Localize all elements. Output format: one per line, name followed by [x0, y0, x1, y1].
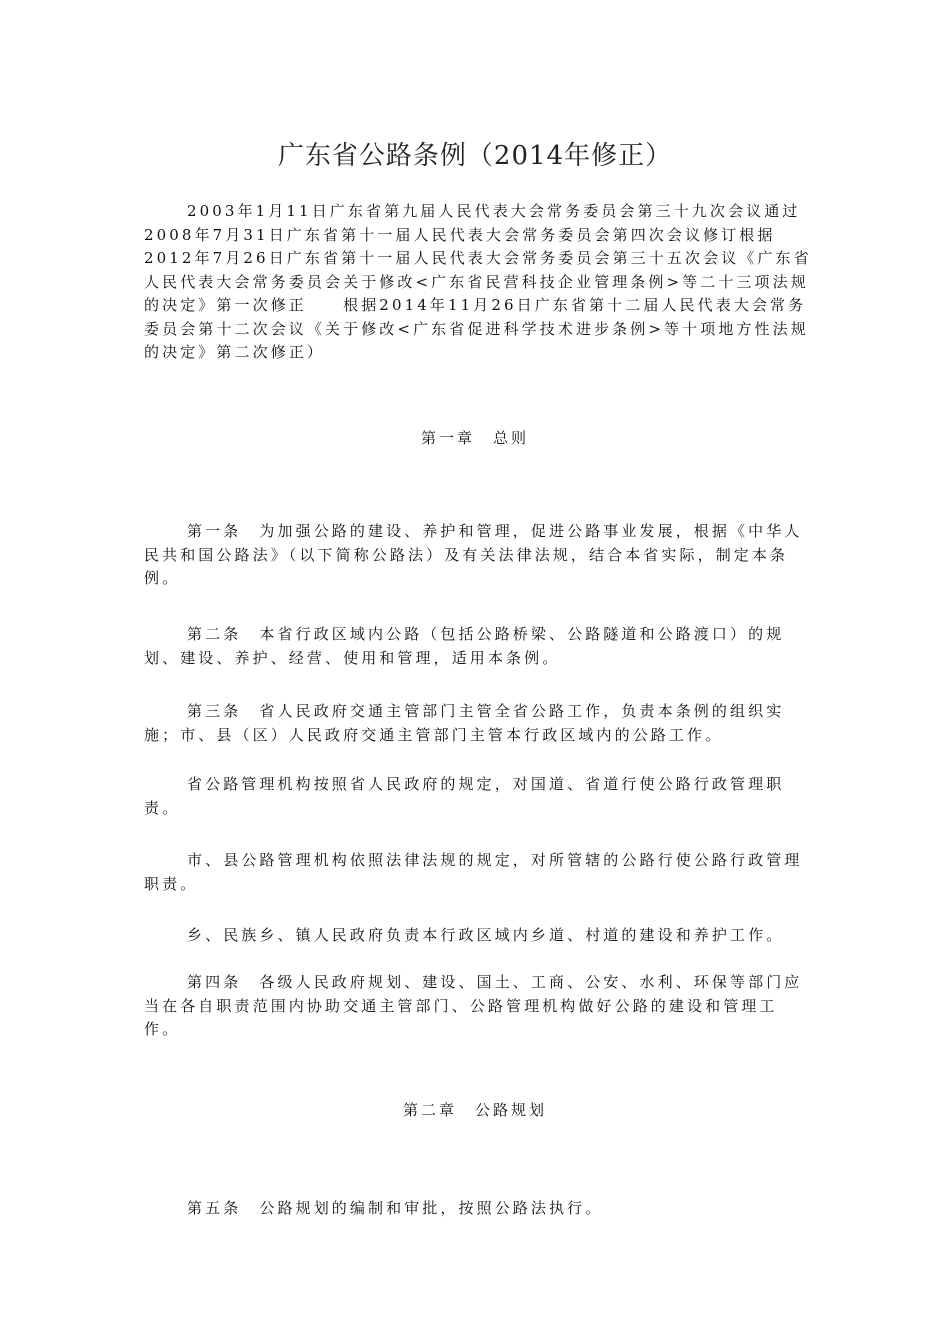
article-paragraph: 乡、民族乡、镇人民政府负责本行政区域内乡道、村道的建设和养护工作。: [187, 926, 785, 944]
article-paragraph: 第三条 省人民政府交通主管部门主管全省公路工作，负责本条例的组织实施；市、县（区）人民政府交通主管部门主管本行政区域内的公路工作。: [144, 702, 785, 744]
article-paragraph: 市、县公路管理机构依照法律法规的规定，对所管辖的公路行使公路行政管理职责。: [144, 851, 803, 893]
preamble-paragraph: 2003年1月11日广东省第九届人民代表大会常务委员会第三十九次会议通过 2008年7月31日广东省第十一届人民代表大会常务委员会第四次会议修订根据2012年7月26日广东省第十一届人民代表大会常务委员会第三十五次会议《广东省人民代表大会常务委员会关于修改<广东省民营科技企业管理条例>等二十三项法规的决定》第一次修正 根据2014年11月26日广东省第十二届人民代表大会常务委员会第十二次会议《关于修改<广东省促进科学技术进步条例>等十项地方性法规的决定》第二次修正）: [144, 202, 819, 361]
chapter-heading: 第二章 公路规划: [402, 1101, 547, 1119]
article-paragraph: 省公路管理机构按照省人民政府的规定，对国道、省道行使公路行政管理职责。: [144, 775, 785, 817]
article-paragraph: 第五条 公路规划的编制和审批，按照公路法执行。: [187, 1199, 604, 1217]
chapter-heading: 第一章 总则: [420, 429, 529, 447]
article-paragraph: 第二条 本省行政区域内公路（包括公路桥梁、公路隧道和公路渡口）的规划、建设、养护、经营、使用和管理，适用本条例。: [144, 625, 785, 667]
document-title: 广东省公路条例（2014年修正）: [277, 141, 673, 171]
article-paragraph: 第一条 为加强公路的建设、养护和管理，促进公路事业发展，根据《中华人民共和国公路法》（以下简称公路法）及有关法律法规，结合本省实际，制定本条例。: [144, 522, 803, 587]
article-paragraph: 第四条 各级人民政府规划、建设、国土、工商、公安、水利、环保等部门应当在各自职责范围内协助交通主管部门、公路管理机构做好公路的建设和管理工作。: [144, 973, 803, 1038]
